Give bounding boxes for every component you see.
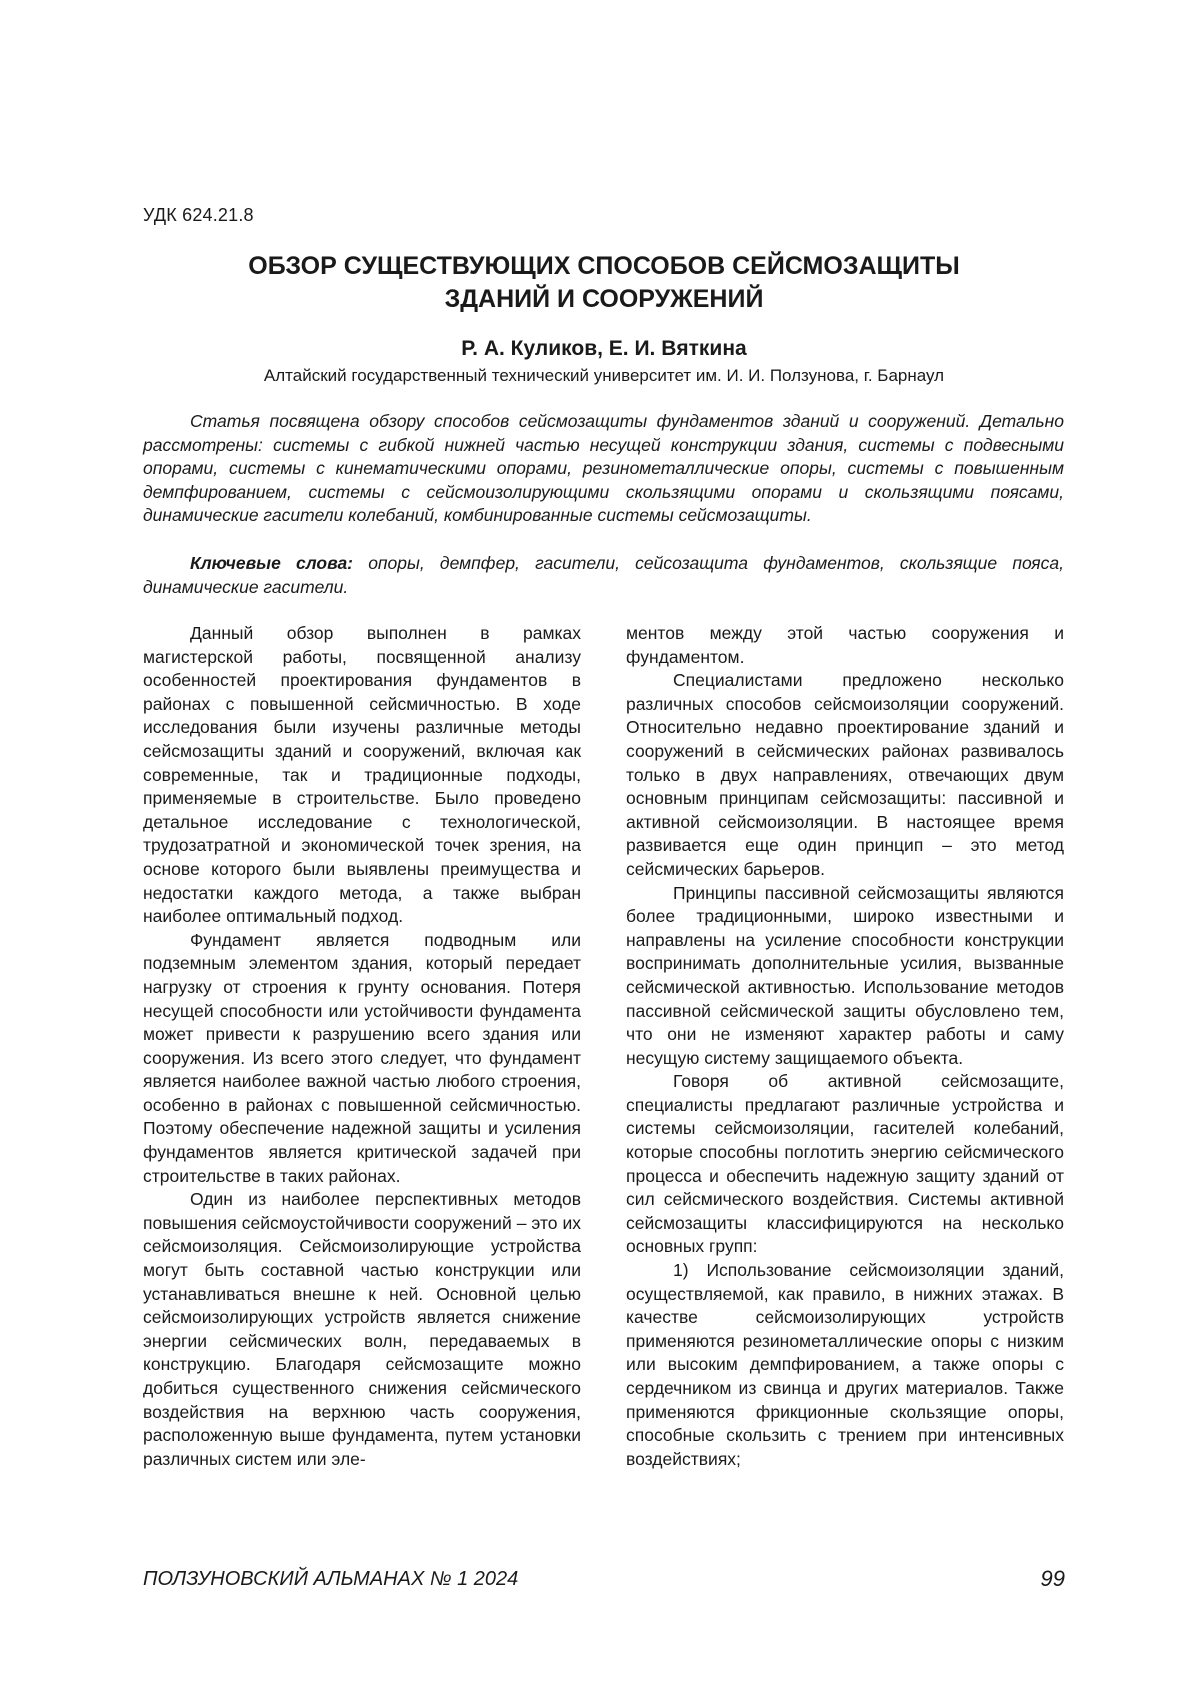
right-column [626,622,1064,1471]
paragraph: Данный обзор выполнен в рамках магистерской работы, посвященной анализу особенностей проектирования фундаментов в районах с повышенной сейсмичностью. В ходе исследования были изучены различные методы сейсмозащиты зданий и сооружений, включая как современные, так и традиционные подходы, применяемые в строительстве. Было проведено детальное исследование с технологической, трудозатратной и экономической точек зрения, на основе которого были выявлены преимущества и недостатки каждого метода, а также выбран наиболее оптимальный подход. [143,623,581,927]
udk-code: УДК 624.21.8 [143,205,254,225]
page-number: 99 [1040,1566,1065,1591]
keywords [143,552,1064,599]
affiliation: Алтайский государственный технический университет им. И. И. Ползунова, г. Барнаул [263,366,945,385]
title-line-2: ЗДАНИЙ И СООРУЖЕНИЙ [444,285,764,313]
abstract: Статья посвящена обзору способов сейсмозащиты фундаментов зданий и сооружений. Детально рассмотрены: системы с гибкой нижней частью несущей конструкции здания, системы с подвесными опорами, системы с кинематическими опорами, резинометаллические опоры, системы с повышенным демпфированием, системы с сейсмоизолирующими скользящими опорами и скользящими поясами, динамические гасители колебаний, комбинированные системы сейсмозащиты. [143,411,1064,525]
article-title [143,250,1065,316]
paragraph: Говоря об активной сейсмозащите, специалисты предлагают различные устройства и системы сейсмоизоляции, гасителей колебаний, которые способны поглотить энергию сейсмического процесса и обеспечить надежную защиту зданий от сил сейсмического воздействия. Системы активной сейсмозащиты классифицируются на несколько основных групп: [626,1071,1064,1257]
paragraph: Один из наиболее перспективных методов повышения сейсмоустойчивости сооружений – это их сейсмоизоляция. Сейсмоизолирующие устройства могут быть составной частью конструкции или устанавливаться внешне к ней. Основной целью сейсмоизолирующих устройств является снижение энергии сейсмических волн, передаваемых в конструкцию. Благодаря сейсмозащите можно добиться существенного снижения сейсмического воздействия на верхнюю часть сооружения, расположенную выше фундамента, путем установки различных систем или эле- [143,1189,581,1469]
paragraph-continued: ментов между этой частью сооружения и фундаментом. [626,623,1064,667]
left-column [143,622,581,1471]
paragraph: Специалистами предложено несколько различных способов сейсмоизоляции сооружений. Относительно недавно проектирование зданий и сооружений в сейсмических районах развивалось только в двух направлениях, отвечающих двум основным принципам сейсмозащиты: пассивной и активной сейсмоизоляции. В настоящее время развивается еще один принцип – это метод сейсмических барьеров. [626,670,1064,879]
keywords-text: опоры, демпфер, гасители, сейсозащита фундаментов, скользящие пояса, динамические гасители. [143,553,1064,597]
authors: Р. А. Куликов, Е. И. Вяткина [461,337,747,360]
paragraph: Принципы пассивной сейсмозащиты являются более традиционными, широко известными и направлены на усиление способности конструкции воспринимать дополнительные усилия, вызванные сейсмической активностью. Использование методов пассивной сейсмической защиты обусловлено тем, что они не изменяют характер работы и саму несущую систему защищаемого объекта. [626,882,1064,1068]
paragraph: 1) Использование сейсмоизоляции зданий, осуществляемой, как правило, в нижних этажах. В качестве сейсмоизолирующих устройств применяются резинометаллические опоры с низким или высоким демпфированием, а также опоры с сердечником из свинца и других материалов. Также применяются фрикционные скользящие опоры, способные скользить с трением при интенсивных воздействиях; [626,1260,1064,1469]
title-line-1: ОБЗОР СУЩЕСТВУЮЩИХ СПОСОБОВ СЕЙСМОЗАЩИТЫ [248,252,960,280]
footer-journal: ПОЛЗУНОВСКИЙ АЛЬМАНАХ № 1 2024 [143,1568,519,1590]
keywords-label: Ключевые слова: [190,553,354,573]
paragraph: Фундамент является подводным или подземным элементом здания, который передает нагрузку от строения к грунту основания. Потеря несущей способности или устойчивости фундамента может привести к разрушению всего здания или сооружения. Из всего этого следует, что фундамент является наиболее важной частью любого строения, особенно в районах с повышенной сейсмичностью. Поэтому обеспечение надежной защиты и усиления фундаментов является критической задачей при строительстве в таких районах. [143,929,581,1186]
